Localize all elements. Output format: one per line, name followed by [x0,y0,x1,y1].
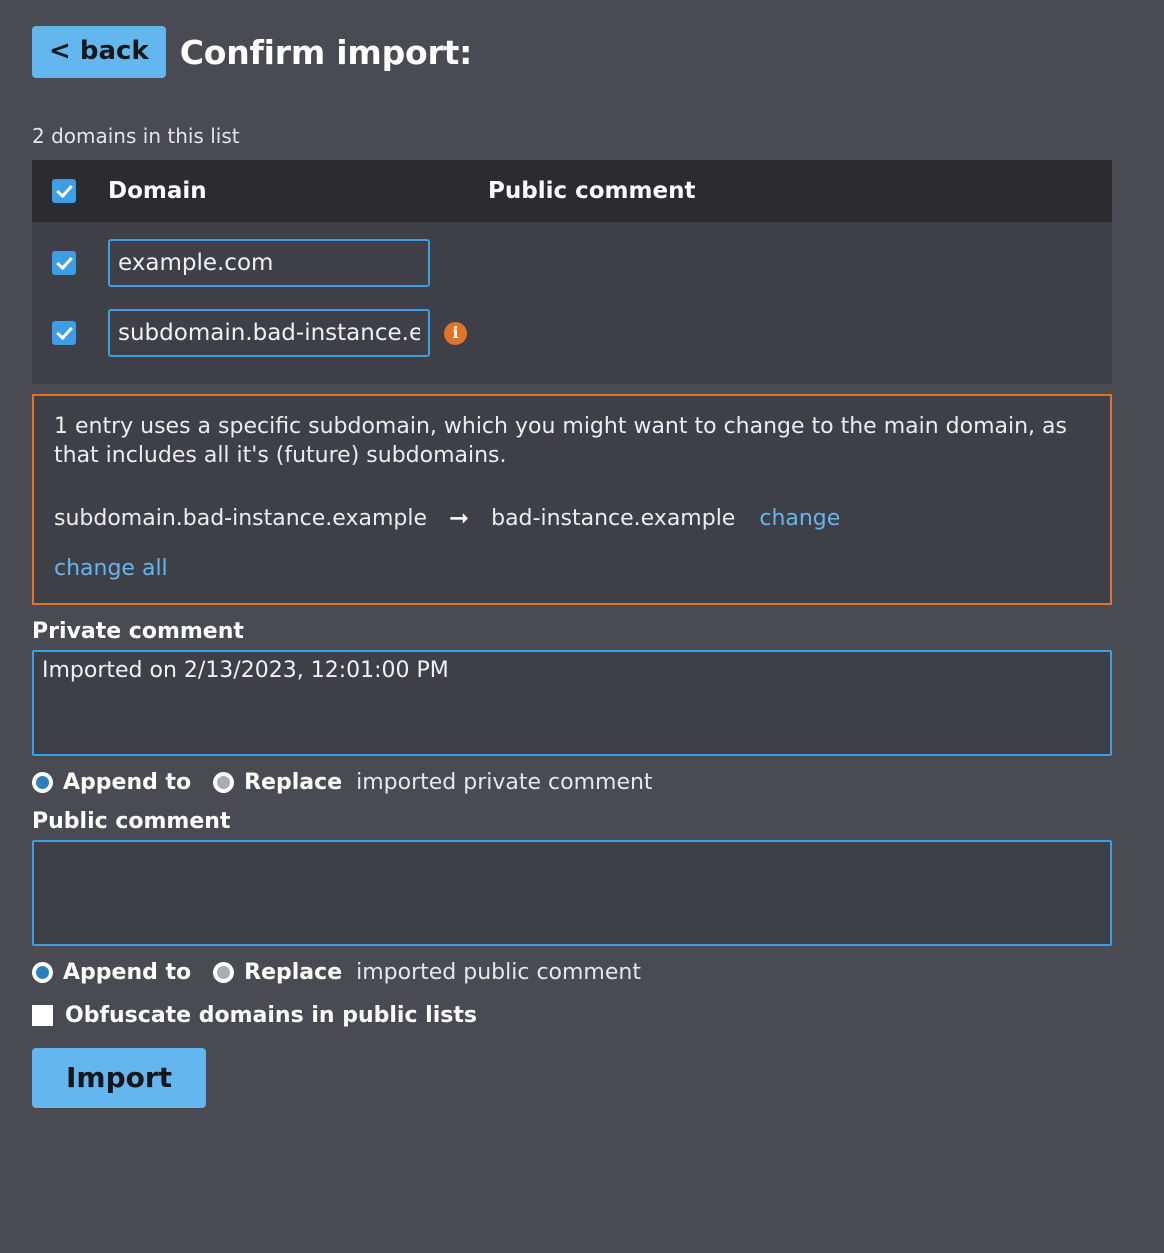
domain-input[interactable] [108,309,430,357]
obfuscate-row [32,1003,1132,1028]
import-button[interactable]: Import [32,1048,206,1108]
public-comment-textarea[interactable] [32,840,1112,946]
table-row [52,228,1112,298]
table-body [32,222,1112,384]
subdomain-mapping-row [54,504,1090,532]
change-link[interactable]: change [759,505,841,531]
public-replace-radio[interactable] [213,962,234,983]
column-header-public-comment: Public comment [488,178,696,204]
public-comment-label: Public comment [32,809,231,835]
page-header [32,0,1132,78]
subdomain-warning-text: 1 entry uses a specific subdomain, which you might want to change to the main domain, as that includes all it's (future) subdomains. [54,414,1067,469]
private-comment-textarea[interactable] [32,650,1112,756]
public-mode-trailing-text: imported public comment [356,960,641,986]
page-title: Confirm import: [179,32,473,72]
private-replace-radio[interactable] [213,772,234,793]
obfuscate-checkbox[interactable] [32,1005,53,1026]
public-append-radio[interactable] [32,962,53,983]
change-all-link[interactable]: change all [54,556,168,582]
private-append-label: Append to [63,770,192,796]
private-mode-trailing-text: imported private comment [356,770,653,796]
mapping-from: subdomain.bad-instance.example [54,505,427,531]
domain-count-text: 2 domains in this list [32,124,240,148]
info-icon[interactable]: i [444,322,467,345]
back-button[interactable]: < back [32,26,166,78]
public-replace-label: Replace [244,960,343,986]
table-row [52,298,1112,368]
private-append-radio[interactable] [32,772,53,793]
private-replace-label: Replace [244,770,343,796]
arrow-right-icon: ➞ [449,504,470,533]
obfuscate-label: Obfuscate domains in public lists [65,1003,477,1029]
domain-input[interactable] [108,239,430,287]
private-comment-mode-row [32,770,1132,795]
subdomain-warning-box [32,394,1112,605]
domains-table [32,160,1112,384]
row-checkbox[interactable] [52,251,76,275]
public-append-label: Append to [63,960,192,986]
change-all-link-wrap [54,556,1090,581]
column-header-domain: Domain [108,178,207,204]
private-comment-label: Private comment [32,619,244,645]
table-header-row [32,160,1112,222]
row-checkbox[interactable] [52,321,76,345]
public-comment-mode-row [32,960,1132,985]
select-all-checkbox[interactable] [52,179,76,203]
mapping-to: bad-instance.example [491,505,736,531]
